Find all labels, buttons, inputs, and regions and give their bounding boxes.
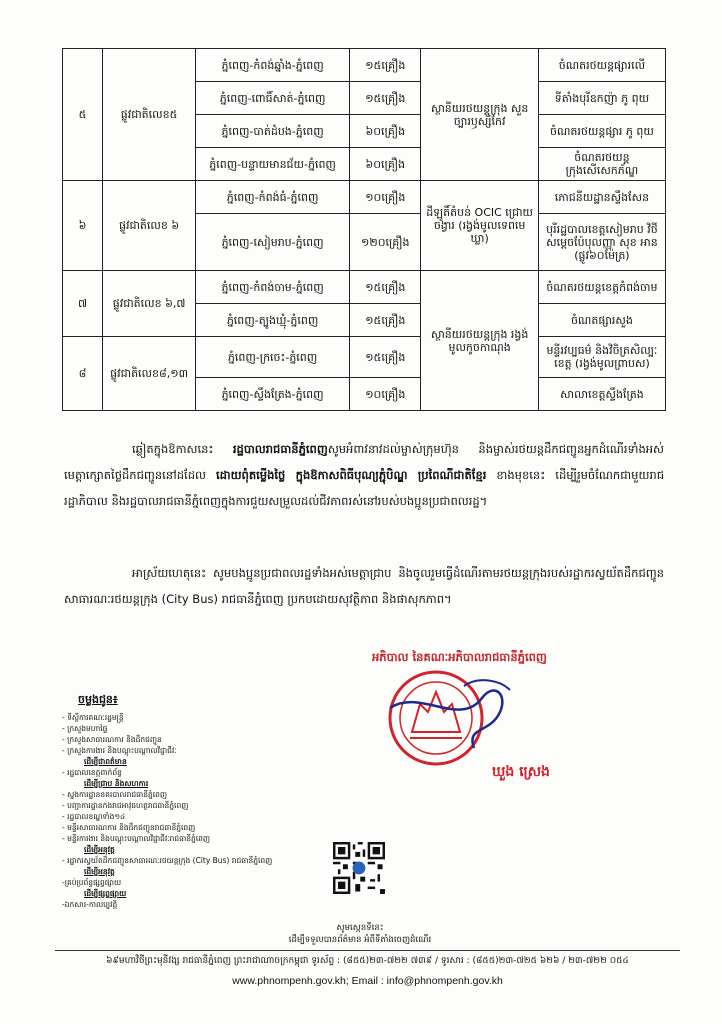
list-item [62,811,302,822]
stop-cell: ចំណតរថយន្តផ្សារលើ [538,49,665,82]
cc-title: ចម្លងជូន៖ [78,693,118,706]
stop-cell: ទីតាំងបុរីឧកញ៉ា ភូ ពុយ [538,82,665,115]
bus-count: ១០គ្រឿង [350,181,421,214]
announcement-paragraph [64,436,664,514]
stop-cell: ចំណតផ្សារសួង [538,304,665,337]
cc-recipient: - រដ្ឋបាលខណ្ឌទាំង១៤ [62,812,126,821]
route-cell: ភ្នំពេញ-ស្ទឹងត្រែង-ភ្នំពេញ [196,378,350,411]
list-item [62,800,302,811]
terminal-cell: ស្ថានីយរថយន្តក្រុង រង្វង់មូលកូចកាណុង [421,271,538,411]
stop-cell: បុរីរដ្ឋបាលខេត្តសៀមរាប វិថីសម្ដេចប៉ែបុលញ្ញា សុខ អាន (ផ្លូវ៦០ម៉ែត្រ) [538,214,665,271]
national-road: ផ្លូវជាតិលេខ ៦,៧ [103,271,196,337]
qr-code-icon [333,842,385,894]
cc-recipient: - ស្នងការដ្ឋាននគរបាលរាជធានីភ្នំពេញ [62,790,168,799]
national-road: ផ្លូវជាតិលេខ៥ [103,49,196,181]
cc-recipient: -គ្រប់ប្រព័ន្ធផ្សព្វផ្សាយ [62,878,122,887]
footer-web-email: www.phnompenh.gov.kh; Email : info@phnompenh.gov.kh [232,975,503,987]
table-row [63,337,666,378]
table-row [63,49,666,82]
table-row [63,181,666,214]
list-item [62,734,302,745]
list-item [62,855,302,877]
official-seal-icon [370,668,520,768]
route-cell: ភ្នំពេញ-បន្ទាយមានជ័យ-ភ្នំពេញ [196,148,350,181]
list-item [62,899,302,910]
stop-cell: ចំណតរថយន្តផ្សារ ភូ ពុយ [538,115,665,148]
bus-count: ៦០គ្រឿង [350,148,421,181]
row-number: ៥ [63,49,103,181]
national-road: ផ្លូវជាតិលេខ ៦ [103,181,196,271]
stop-cell: សាលាខេត្តស្ទឹងត្រែង [538,378,665,411]
cc-purpose: ដើម្បីជាពត៌មាន [84,757,127,766]
bus-route-table [62,48,666,411]
row-number: ៧ [63,271,103,337]
footer-divider [55,950,680,951]
cc-purpose: ដើម្បីផ្សព្វផ្សាយ [84,889,127,898]
cc-recipient: - រដ្ឋបាលខេត្តពាក់ព័ន្ធ [62,768,122,777]
stop-cell: ភោជនីយដ្ឋានស្ទឹងសែន [538,181,665,214]
cc-purpose: ដើម្បីអនុវត្ត [84,867,115,876]
cc-recipient: - បញ្ជាការដ្ឋានកងរាជអាវុធហត្ថរាជធានីភ្នំពេញ [62,801,189,810]
paragraph-tail: ខាងមុខនេះ ដើម្បីរួមចំណែកជាមួយរាជរដ្ឋាភិបាល និងរដ្ឋបាលរាជធានីភ្នំពេញក្នុងការជួយសម្រួលដល់ជីវភាពរស់នៅរបស់បងប្អូនប្រជាពលរដ្ឋ។ [64,468,664,508]
bus-count: ១៥គ្រឿង [350,304,421,337]
route-cell: ភ្នំពេញ-បាត់ដំបង-ភ្នំពេញ [196,115,350,148]
table-row [63,271,666,304]
list-item [62,877,302,899]
terminal-cell: ដីឡូតិ៍តំបន់ OCIC ជ្រោយចង្វារ (រង្វង់មូលទេពមេឃ្លា) [421,181,538,271]
qr-caption [270,922,450,946]
national-road: ផ្លូវជាតិលេខ៨,១៣ [103,337,196,411]
signatory-name: ឃួង ស្រេង [492,764,550,780]
stop-cell: ចំណតរថយន្តក្រុងសើសេកភ័ណ្ឌ [538,148,665,181]
route-cell: ភ្នំពេញ-ពោធិ៍សាត់-ភ្នំពេញ [196,82,350,115]
cc-purpose: ដើម្បីអនុវត្ត [84,845,115,854]
bus-count: ១០គ្រឿង [350,378,421,411]
qr-caption-line1: សូមស្កេនទីនេះ [336,923,384,933]
route-cell: ភ្នំពេញ-ត្បូងឃ្មុំ-ភ្នំពេញ [196,304,350,337]
bus-count: ៦០គ្រឿង [350,115,421,148]
row-number: ៨ [63,337,103,411]
cc-recipient: - មន្ទីរការងារ និងបណ្តុះបណ្តាលវិជ្ជាជីវៈរាជធានីភ្នំពេញ [62,834,211,843]
footer-address: ៦៩មហាវិថីព្រះមុនីវង្ស រាជធានីភ្នំពេញ ព្រះរាជាណាចក្រកម្ពុជា ទូរស័ព្ទ : (៨៥៥)២៣-៧២២ ៧៣៩ / ទូរសារ : (៨៥៥)២៣-៧២៥ ៦២៦ / ២៣-៧២២ ០៥៤ [106,956,629,966]
cc-recipient: - ក្រសួងមហាផ្ទៃ [62,724,108,733]
cc-recipient: - រដ្ឋាករស្វយ័តដឹកជញ្ជូនសាធារណៈរថយន្តក្រុង (City Bus) រាជធានីភ្នំពេញ [62,856,273,865]
list-item [62,767,302,789]
bus-count: ១៥គ្រឿង [350,337,421,378]
cc-recipient: - មន្ទីរសាធារណការ និងដឹកជញ្ជូនរាជធានីភ្នំពេញ [62,823,196,832]
list-item [62,723,302,734]
signatory-title: អភិបាល នៃគណៈអភិបាលរាជធានីភ្នំពេញ [372,650,547,664]
route-cell: ភ្នំពេញ-កំពង់ធំ-ភ្នំពេញ [196,181,350,214]
list-item [62,745,302,767]
cc-purpose: ដើម្បីជ្រាប និងសហការ [84,779,149,788]
list-item [62,789,302,800]
bus-count: ១៥គ្រឿង [350,82,421,115]
route-cell: ភ្នំពេញ-កំពង់ឆ្នាំង-ភ្នំពេញ [196,49,350,82]
stop-cell: ចំណតរថយន្តខេត្តកំពង់ចាម [538,271,665,304]
paragraph-lead: ឆ្លៀតក្នុងឱកាសនេះ [132,442,233,456]
row-number: ៦ [63,181,103,271]
list-item [62,833,302,855]
cc-list [62,712,302,910]
list-item [62,822,302,833]
bus-count: ១៥គ្រឿង [350,49,421,82]
bus-count: ១៥គ្រឿង [350,271,421,304]
route-cell: ភ្នំពេញ-កំពង់ចាម-ភ្នំពេញ [196,271,350,304]
cc-recipient: - ទីស្តីការគណៈរដ្ឋមន្ត្រី [62,713,124,722]
stop-cell: មន្ទីរវប្បធម៌ និងវិចិត្រសិល្បៈខេត្ត (រង្វង់មូលព្រាបស) [538,337,665,378]
route-cell: ភ្នំពេញ-ក្រចេះ-ភ្នំពេញ [196,337,350,378]
cc-recipient: - ក្រសួងការងារ និងបណ្តុះបណ្តាលវិជ្ជាជីវៈ [62,746,177,755]
bus-count: ១២០គ្រឿង [350,214,421,271]
qr-caption-line2: ដើម្បីទទួលបានព័ត៌មាន អំពីទីតាំងចេញដំណើរ [288,935,432,945]
org-name: រដ្ឋបាលរាជធានីភ្នំពេញ [232,442,328,456]
no-price-increase-phrase: ដោយពុំតម្លើងថ្លៃ ក្នុងឱកាសពិធីបុណ្យភ្ជុំបិណ្ឌ ប្រពៃណីជាតិខ្មែរ [215,468,487,482]
cc-recipient: -ឯកសារ-កាលប្បវត្តិ [62,900,118,909]
conclusion-paragraph: អាស្រ័យហេតុនេះ សូមបងប្អូនប្រជាពលរដ្ឋទាំងអស់មេត្តាជ្រាប និងចូលរួមធ្វើដំណើរតាមរថយន្តក្រុងរបស់រដ្ឋាករស្វយ័តដឹកជញ្ជូនសាធារណៈរថយន្តក្រុង (City Bus) រាជធានីភ្នំពេញ ប្រកបដោយសុវត្ថិភាព និងផាសុកភាព។ [64,566,664,606]
terminal-cell: ស្ថានីយរថយន្តក្រុង សួនច្បារឫស្សីកែវ [421,49,538,181]
cc-recipient: - ក្រសួងសាធារណការ និងដឹកជញ្ជូន [62,735,162,744]
route-cell: ភ្នំពេញ-សៀមរាប-ភ្នំពេញ [196,214,350,271]
paragraph-middle: សូមអំពាវនាវដល់ម្ចាស់ក្រុមហ៊ុន និងម្ចាស់រថយន្តដឹកជញ្ជូនអ្នកដំណើរទាំងអស់មេត្តាក្សោតថ្លៃដឹកជញ្ជូននៅដដែល [64,442,664,482]
list-item [62,712,302,723]
